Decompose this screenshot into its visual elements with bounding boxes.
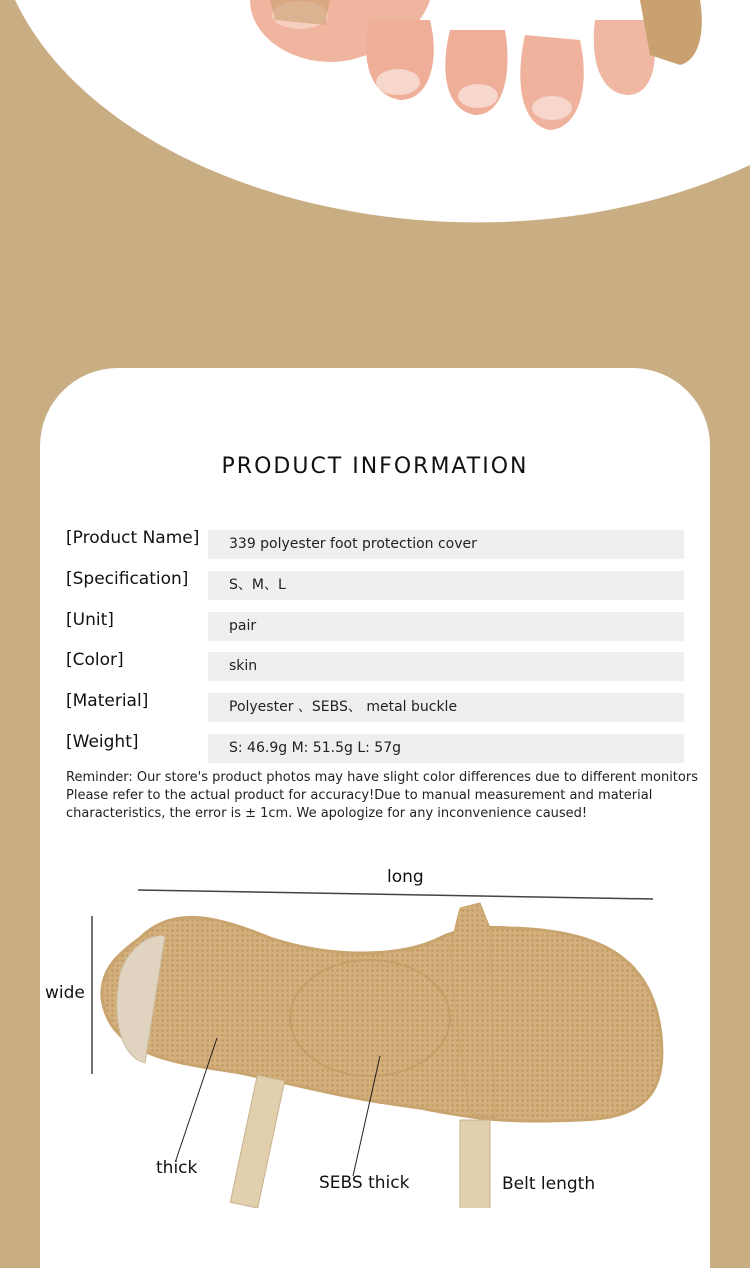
- info-label: [Specification]: [66, 569, 189, 589]
- reminder-text: Reminder: Our store's product photos may have slight color differences due to different monitors Please refer to the actual product for accuracy!Due to manual measurement and material characteristics, the error is ± 1cm. We apologize for any inconvenience caused!: [66, 770, 698, 821]
- info-value: 339 polyester foot protection cover: [208, 530, 684, 559]
- info-row-color: [66, 652, 686, 682]
- product-size-diagram: [40, 858, 710, 1208]
- info-value: Polyester 、SEBS、 metal buckle: [208, 693, 684, 722]
- info-row-specification: [66, 571, 686, 601]
- info-value: S、M、L: [208, 571, 684, 600]
- thick-label: thick: [156, 1158, 198, 1178]
- product-info-card: [40, 368, 710, 1268]
- info-row-material: [66, 693, 686, 723]
- wide-label: wide: [45, 983, 85, 1003]
- info-label: [Unit]: [66, 610, 114, 630]
- info-value: pair: [208, 612, 684, 641]
- info-label: [Color]: [66, 650, 124, 670]
- info-label: [Weight]: [66, 732, 139, 752]
- info-value: S: 46.9g M: 51.5g L: 57g: [208, 734, 684, 763]
- sebs-thick-label: SEBS thick: [319, 1173, 410, 1193]
- page-title: PRODUCT INFORMATION: [221, 454, 529, 479]
- info-row-product-name: [66, 530, 686, 560]
- foot-photo: [0, 0, 750, 260]
- info-row-unit: [66, 612, 686, 642]
- info-label: [Product Name]: [66, 528, 200, 548]
- foot-cover-image: [40, 858, 710, 1208]
- belt-length-label: Belt length: [502, 1174, 596, 1194]
- long-dimension-line: [138, 890, 653, 899]
- info-row-weight: [66, 734, 686, 764]
- info-label: [Material]: [66, 691, 149, 711]
- long-label: long: [387, 867, 424, 887]
- info-value: skin: [208, 652, 684, 681]
